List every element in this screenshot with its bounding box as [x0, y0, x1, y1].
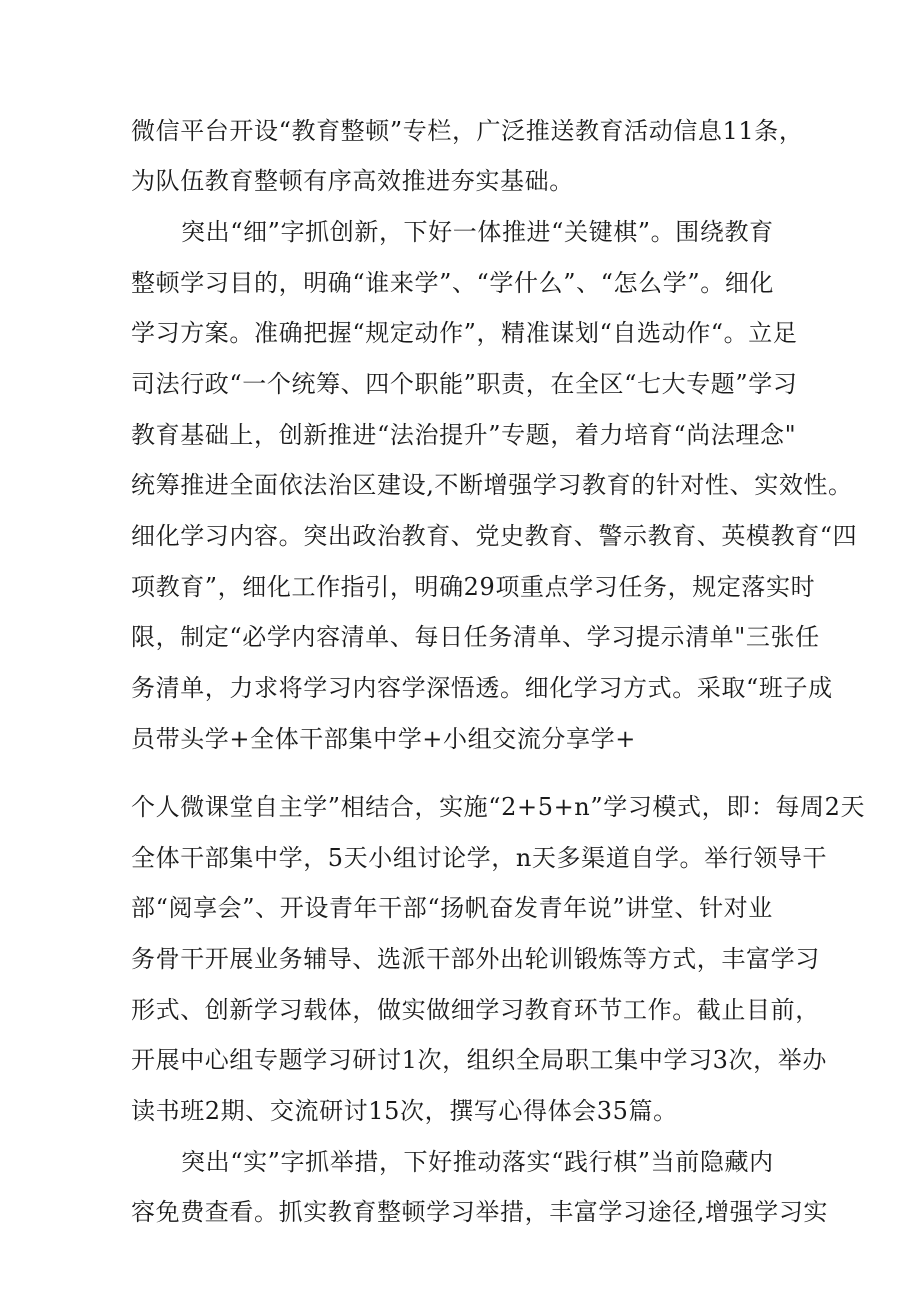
text-line: 务清单，力求将学习内容学深悟透。细化学习方式。采取“班子成	[131, 674, 833, 702]
paragraph-start-line: 突出“细”字抓创新，下好一体推进“关键棋”。围绕教育	[181, 218, 774, 246]
text-line: 统筹推进全面依法治区建设,不断增强学习教育的针对性、实效性。	[131, 471, 853, 499]
text-line: 开展中心组专题学习研讨1次，组织全局职工集中学习3次，举办	[131, 1046, 827, 1074]
text-line: 务骨干开展业务辅导、选派干部外出轮训锻炼等方式，丰富学习	[131, 945, 820, 973]
text-line: 教育基础上，创新推进“法治提升”专题，着力培育“尚法理念"	[131, 421, 797, 449]
text-line: 限，制定“必学内容清单、每日任务清单、学习提示清单"三张任	[131, 623, 820, 651]
text-line: 为队伍教育整顿有序高效推进夯实基础。	[131, 167, 574, 195]
text-line: 学习方案。准确把握“规定动作”，精准谋划“自选动作“。立足	[131, 319, 798, 347]
text-line: 个人微课堂自主学”相结合，实施“2+5+n”学习模式，即：每周2天	[131, 793, 866, 821]
text-line: 容免费查看。抓实教育整顿学习举措，丰富学习途径,增强学习实	[131, 1198, 829, 1226]
text-line: 细化学习内容。突出政治教育、党史教育、警示教育、英模教育“四	[131, 522, 858, 550]
paragraph-start-line: 突出“实”字抓举措，下好推动落实“践行棋”当前隐藏内	[181, 1148, 774, 1176]
text-line: 读书班2期、交流研讨15次，撰写心得体会35篇。	[131, 1097, 678, 1125]
text-line: 部“阅享会”、开设青年干部“扬帆奋发青年说”讲堂、针对业	[131, 894, 773, 922]
text-line: 项教育”，细化工作指引，明确29项重点学习任务，规定落实时	[131, 573, 816, 601]
text-line: 形式、创新学习载体，做实做细学习教育环节工作。截止目前，	[131, 996, 820, 1024]
text-line: 员带头学+全体干部集中学+小组交流分享学+	[131, 725, 636, 753]
text-line: 微信平台开设“教育整顿”专栏，广泛推送教育活动信息11条，	[131, 117, 804, 145]
text-line: 全体干部集中学，5天小组讨论学，n天多渠道自学。举行领导干	[131, 844, 828, 872]
text-line: 司法行政“一个统筹、四个职能”职责，在全区“七大专题”学习	[131, 370, 798, 398]
text-line: 整顿学习目的，明确“谁来学”、“学什么”、“怎么学”。细化	[131, 269, 775, 297]
